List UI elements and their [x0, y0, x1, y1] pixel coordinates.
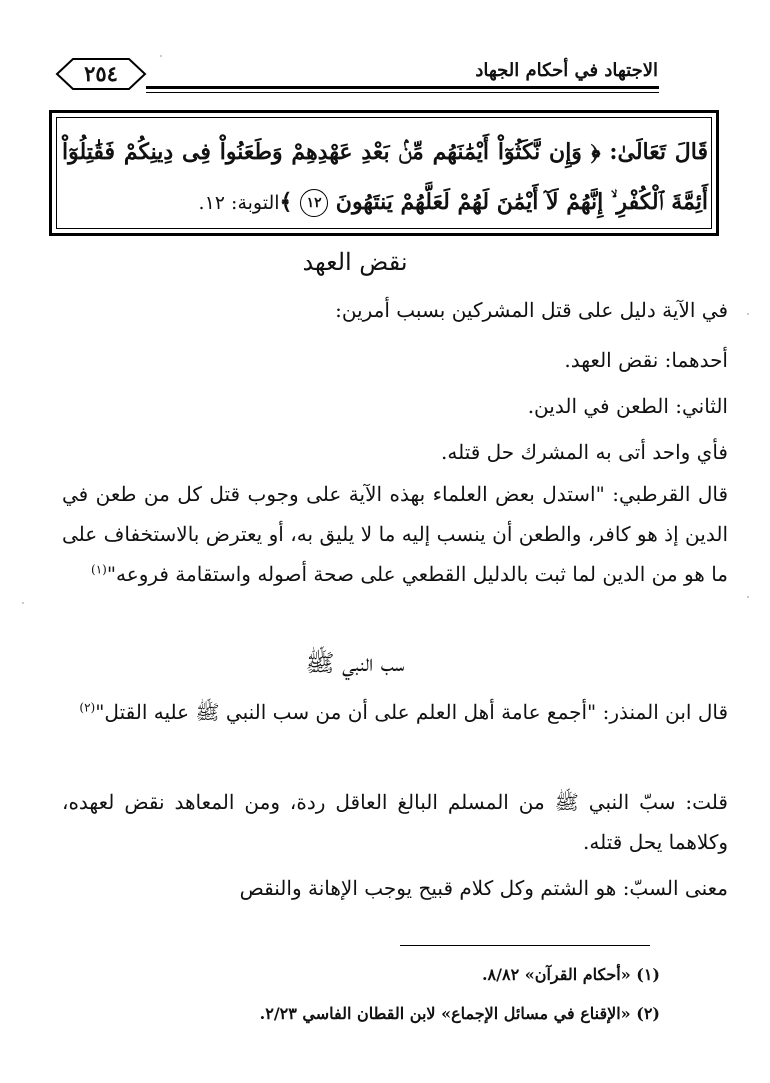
- quran-verse-box: [49, 110, 719, 236]
- running-header-title: الاجتهاد في أحكام الجهاد: [475, 60, 658, 81]
- footnote-separator: [400, 945, 650, 946]
- ayah-number-marker: ١٢: [300, 189, 328, 217]
- footnote-1: (١) «أحكام القرآن» ٨/٨٢.: [481, 965, 660, 984]
- paragraph-ibn-mundhir: [62, 692, 728, 732]
- qurtubi-quote-text: قال القرطبي: "استدل بعض العلماء بهذه الآية على وجوب قتل كل من طعن في الدين إذ هو كافر، والطعن أن ينسب إليه ما لا يليق به، أو يعترض بالاستخفاف على ما هو من الدين لما ثبت بالدليل القطعي على صحة أصوله واستقامة فروعه": [62, 482, 728, 586]
- paragraph: قلت: سبّ النبي ﷺ من المسلم البالغ العاقل ردة، ومن المعاهد نقض لعهده، وكلاهما يحل قتله.: [62, 790, 728, 854]
- ibn-mundhir-quote-text: قال ابن المنذر: "أجمع عامة أهل العلم على أن من سب النبي ﷺ عليه القتل": [95, 700, 728, 724]
- scan-speck: [747, 596, 749, 598]
- verse-reference: التوبة: ١٢.: [198, 192, 280, 214]
- verse-intro: قَالَ تَعَالَىٰ: ﴿: [590, 139, 708, 165]
- paragraph: في الآية دليل على قتل المشركين بسبب أمرين:: [335, 298, 728, 322]
- page-number: ٢٥٤: [84, 61, 118, 86]
- paragraph: فأي واحد أتى به المشرك حل قتله.: [441, 440, 728, 464]
- scan-speck: [160, 55, 162, 57]
- verse-close-bracket: ﴾: [279, 189, 293, 215]
- scan-speck: [22, 602, 24, 604]
- verse-text: وَإِن نَّكَثُوٓاْ أَيْمَٰنَهُم مِّنۢ بَعْدِ عَهْدِهِمْ وَطَعَنُواْ فِى دِينِكُمْ فَقَٰتِلُوٓاْ أَئِمَّةَ ٱلْكُفْرِ ۙ إِنَّهُمْ لَآ أَيْمَٰنَ لَهُمْ لَعَلَّهُمْ يَنتَهُونَ: [62, 139, 708, 215]
- header-rule-thick: [146, 86, 659, 89]
- footnote-2: (٢) «الإقناع في مسائل الإجماع» لابن القطان الفاسي ٢/٢٣.: [259, 1004, 660, 1023]
- section-heading-covenant: نقض العهد: [302, 248, 408, 276]
- page-number-badge: [55, 57, 147, 91]
- section-heading-insulting-prophet: سب النبي ﷺ: [305, 649, 405, 677]
- footnote-ref-1: (١): [91, 562, 107, 577]
- scan-speck: [747, 313, 749, 315]
- paragraph-qurtubi-quote: [62, 474, 728, 594]
- footnote-ref-2: (٢): [79, 700, 96, 715]
- header-rule-thin: [146, 92, 659, 93]
- quran-verse: [62, 127, 708, 228]
- paragraph: أحدهما: نقض العهد.: [564, 348, 728, 372]
- paragraph: معنى السبّ: هو الشتم وكل كلام قبيح يوجب الإهانة والنقص: [239, 876, 728, 900]
- paragraph: الثاني: الطعن في الدين.: [527, 394, 728, 418]
